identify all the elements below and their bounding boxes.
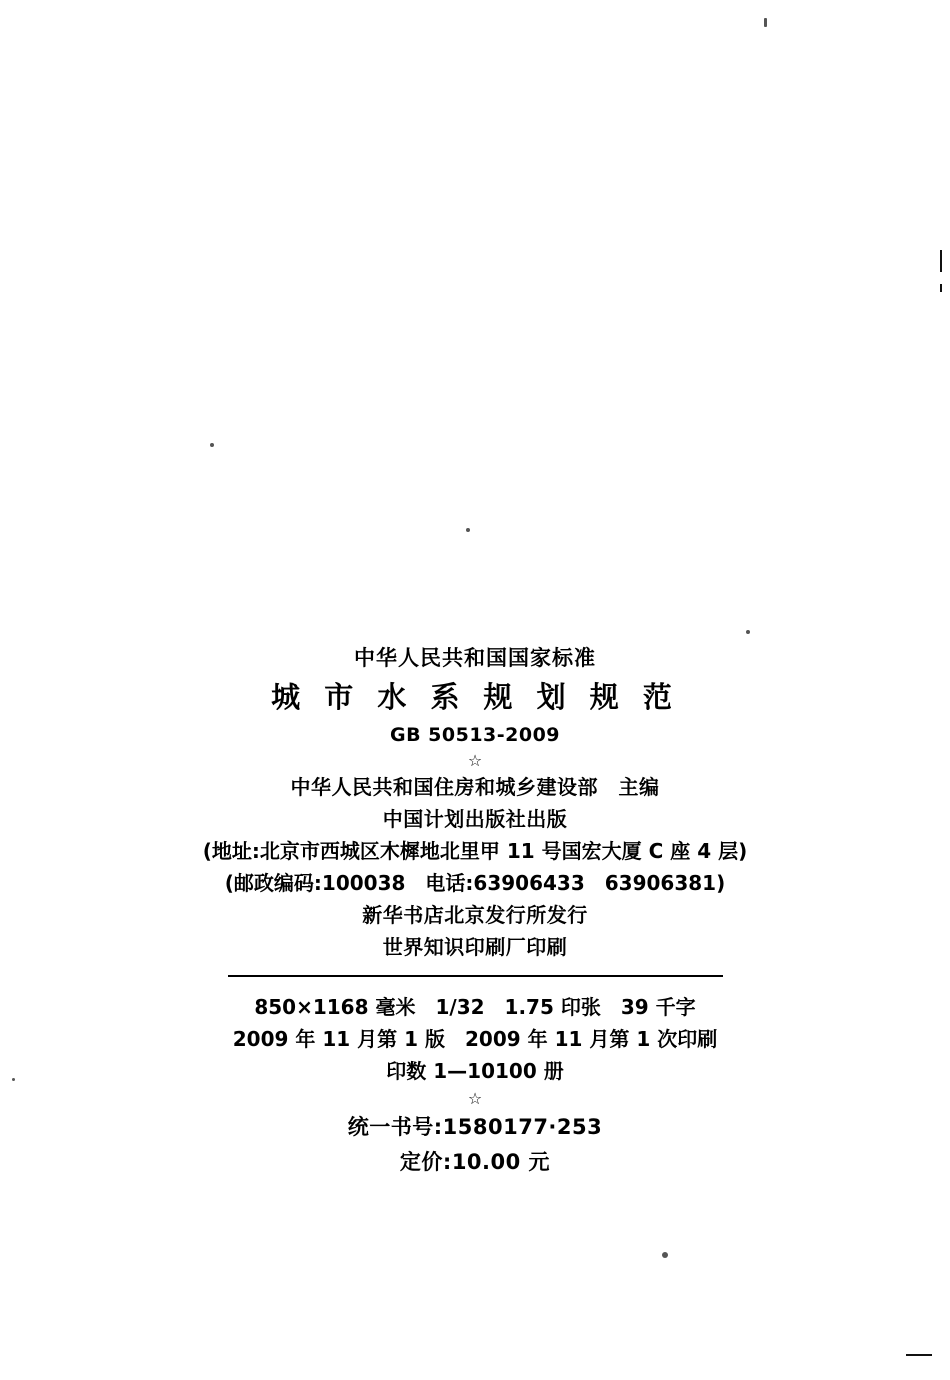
print-run-line: 印数 1—10100 册 <box>386 1059 564 1083</box>
colophon-block <box>0 648 950 1173</box>
horizontal-divider <box>228 975 723 977</box>
scan-speck-6 <box>662 1252 668 1258</box>
scan-speck-2 <box>210 443 214 447</box>
publisher-line: 中国计划出版社出版 <box>382 807 568 831</box>
price-line: 定价:10.00 元 <box>399 1150 551 1174</box>
star-ornament-2-icon: ☆ <box>467 1089 483 1108</box>
distributor-line: 新华书店北京发行所发行 <box>362 903 588 927</box>
scan-speck-4 <box>746 630 750 634</box>
publisher-contact-line: (邮政编码:100038 电话:63906433 63906381) <box>224 871 726 895</box>
chief-editor-line: 中华人民共和国住房和城乡建设部 主编 <box>290 775 660 799</box>
scan-speck-1 <box>764 18 767 27</box>
star-ornament-icon: ☆ <box>467 751 483 770</box>
scan-mark-bottom-right <box>906 1354 932 1356</box>
scan-mark-right-top <box>940 250 942 272</box>
standard-code: GB 50513-2009 <box>389 724 561 746</box>
format-spec-line: 850×1168 毫米 1/32 1.75 印张 39 千字 <box>254 995 696 1019</box>
publisher-address-line: (地址:北京市西城区木樨地北里甲 11 号国宏大厦 C 座 4 层) <box>202 839 748 863</box>
edition-line: 2009 年 11 月第 1 版 2009 年 11 月第 1 次印刷 <box>232 1027 718 1051</box>
standard-authority-line: 中华人民共和国国家标准 <box>354 646 596 670</box>
printer-line: 世界知识印刷厂印刷 <box>382 935 568 959</box>
page-title: 城 市 水 系 规 划 规 范 <box>271 680 679 714</box>
unified-book-number-line: 统一书号:1580177·253 <box>347 1115 603 1139</box>
scan-speck-3 <box>466 528 470 532</box>
scan-mark-right-top-2 <box>940 284 942 292</box>
